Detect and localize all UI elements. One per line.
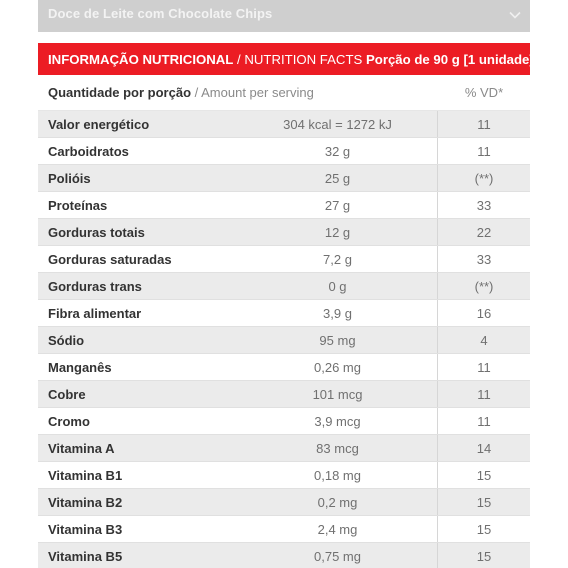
nutrient-name: Cobre (48, 386, 86, 402)
nutrient-vd: 4 (480, 332, 488, 348)
nutrient-quantity: 0,18 mg (238, 462, 438, 488)
nutrient-quantity: 3,9 mcg (238, 408, 438, 434)
nutrient-vd: 15 (476, 467, 492, 483)
serving-header-row (38, 75, 530, 111)
nutrition-table (38, 43, 534, 568)
vd-column-header: % VD* (464, 85, 504, 100)
nutrient-name: Gorduras saturadas (48, 251, 172, 267)
nutrient-quantity: 101 mcg (238, 381, 438, 407)
nutrient-quantity: 0,2 mg (238, 489, 438, 515)
nutrient-name: Vitamina B1 (48, 467, 123, 483)
nutrient-name: Fibra alimentar (48, 305, 142, 321)
nutrient-quantity: 2,4 mg (238, 516, 438, 542)
nutrient-quantity: 304 kcal = 1272 kJ (238, 111, 438, 137)
nutrient-name: Proteínas (48, 197, 108, 213)
table-row (38, 246, 530, 273)
nutrient-vd: (**) (474, 278, 494, 294)
nutrient-rows (38, 111, 530, 568)
table-row (38, 489, 530, 516)
nutrient-vd: 11 (477, 386, 491, 402)
table-row (38, 516, 530, 543)
facts-title-separator: / (233, 51, 245, 67)
nutrient-vd: (**) (474, 170, 494, 186)
table-row (38, 273, 530, 300)
nutrient-name: Gorduras trans (48, 278, 142, 294)
table-row (38, 192, 530, 219)
nutrient-vd: 15 (476, 494, 492, 510)
nutrient-name: Manganês (48, 359, 112, 375)
nutrient-vd: 11 (477, 413, 491, 429)
table-row (38, 111, 530, 138)
table-row (38, 543, 530, 568)
nutrient-quantity: 7,2 g (238, 246, 438, 272)
table-row (38, 408, 530, 435)
nutrition-facts-header (38, 43, 534, 75)
nutrient-vd: 33 (476, 251, 492, 267)
nutrient-vd: 11 (477, 359, 491, 375)
accordion-title: Doce de Leite com Chocolate Chips (48, 5, 273, 21)
nutrient-name: Vitamina B3 (48, 521, 123, 537)
table-row (38, 165, 530, 192)
nutrient-name: Vitamina B5 (48, 548, 123, 564)
nutrient-vd: 33 (476, 197, 492, 213)
nutrient-quantity: 12 g (238, 219, 438, 245)
table-row (38, 381, 530, 408)
nutrient-vd: 15 (476, 521, 492, 537)
accordion-header[interactable] (38, 0, 530, 32)
chevron-down-icon[interactable] (508, 8, 522, 22)
nutrient-quantity: 0,26 mg (238, 354, 438, 380)
nutrient-name: Cromo (48, 413, 90, 429)
table-row (38, 435, 530, 462)
nutrient-name: Valor energético (48, 116, 150, 132)
nutrient-quantity: 27 g (238, 192, 438, 218)
table-row (38, 462, 530, 489)
table-row (38, 354, 530, 381)
table-row (38, 219, 530, 246)
facts-title-en: NUTRITION FACTS (244, 51, 363, 67)
facts-portion: Porção de 90 g [1 unidade] (365, 51, 534, 67)
serving-label-separator: / (191, 85, 202, 100)
nutrient-quantity: 0,75 mg (238, 543, 438, 568)
nutrient-vd: 14 (476, 440, 492, 456)
serving-label-en: Amount per serving (201, 85, 314, 100)
nutrient-vd: 15 (476, 548, 492, 564)
facts-title-pt: INFORMAÇÃO NUTRICIONAL (48, 51, 234, 67)
nutrient-name: Sódio (48, 332, 85, 348)
nutrient-quantity: 3,9 g (238, 300, 438, 326)
table-row (38, 300, 530, 327)
nutrient-vd: 11 (477, 143, 491, 159)
nutrient-quantity: 32 g (238, 138, 438, 164)
table-row (38, 327, 530, 354)
nutrient-quantity: 0 g (238, 273, 438, 299)
nutrient-name: Vitamina B2 (48, 494, 123, 510)
serving-label-pt: Quantidade por porção (48, 85, 192, 100)
nutrient-name: Vitamina A (48, 440, 115, 456)
serving-label (38, 85, 314, 100)
nutrient-vd: 16 (476, 305, 492, 321)
nutrient-name: Polióis (48, 170, 91, 186)
nutrient-quantity: 25 g (238, 165, 438, 191)
nutrient-vd: 22 (476, 224, 492, 240)
nutrient-quantity: 95 mg (238, 327, 438, 353)
nutrient-quantity: 83 mcg (238, 435, 438, 461)
nutrient-name: Carboidratos (48, 143, 129, 159)
nutrient-name: Gorduras totais (48, 224, 145, 240)
nutrient-vd: 11 (477, 116, 491, 132)
table-row (38, 138, 530, 165)
